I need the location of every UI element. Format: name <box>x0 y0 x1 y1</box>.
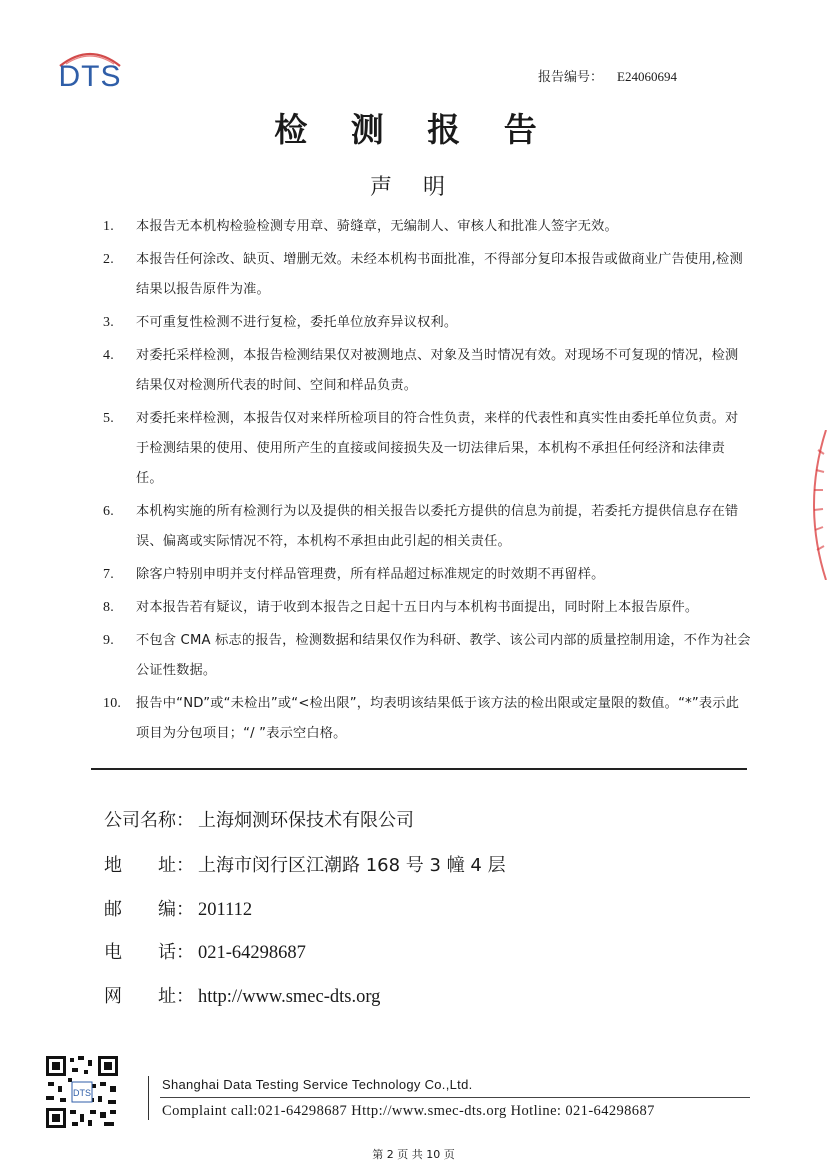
item-number: 5. <box>103 411 114 426</box>
declaration-item <box>103 593 751 623</box>
page-title: 检 测 报 告 <box>274 110 553 149</box>
item-number: 7. <box>103 567 114 582</box>
footer-contact: Complaint call:021-64298687 Http://www.smec-dts.org Hotline: 021-64298687 <box>162 1103 655 1119</box>
item-text: 除客户特别申明并支付样品管理费，所有样品超过标准规定的时效期不再留样。 <box>136 567 605 582</box>
footer-company-name: Shanghai Data Testing Service Technology Co.,Ltd. <box>162 1077 473 1092</box>
declaration-item <box>103 212 751 242</box>
item-number: 9. <box>103 633 114 648</box>
company-name-label: 公司名称： <box>104 810 194 831</box>
qr-code-icon <box>44 1054 120 1130</box>
declaration-item <box>103 308 751 338</box>
item-text: 不可重复性检测不进行复检，委托单位放弃异议权利。 <box>136 315 458 330</box>
declaration-item <box>103 689 751 749</box>
item-number: 4. <box>103 348 114 363</box>
item-number: 1. <box>103 219 114 234</box>
declaration-item <box>103 404 751 494</box>
company-name-row <box>104 806 414 832</box>
company-name-value: 上海炯测环保技术有限公司 <box>198 810 414 831</box>
item-text: 对委托采样检测，本报告检测结果仅对被测地点、对象及当时情况有效。对现场不可复现的情况，检测结果仅对检测所代表的时间、空间和样品负责。 <box>136 348 739 393</box>
website-label: 网 址： <box>104 986 194 1007</box>
declaration-item <box>103 626 751 686</box>
address-row <box>104 851 506 877</box>
footer-rule <box>160 1097 750 1098</box>
page-number: 第 2 页 共 10 页 <box>372 1148 455 1161</box>
item-text: 本报告任何涂改、缺页、增删无效。未经本机构书面批准，不得部分复印本报告或做商业广告使用,检测结果以报告原件为准。 <box>136 252 743 297</box>
website-row <box>104 982 380 1008</box>
address-value: 上海市闵行区江潮路 168 号 3 幢 4 层 <box>198 855 506 876</box>
phone-row <box>104 938 306 964</box>
declaration-list <box>103 212 751 752</box>
item-number: 2. <box>103 252 114 267</box>
item-text: 对本报告若有疑议，请于收到本报告之日起十五日内与本机构书面提出，同时附上本报告原件。 <box>136 600 699 615</box>
footer-vertical-rule <box>148 1076 149 1120</box>
postcode-row <box>104 895 252 921</box>
item-number: 3. <box>103 315 114 330</box>
section-divider <box>91 768 747 770</box>
report-number-value: E24060694 <box>617 69 677 84</box>
item-number: 6. <box>103 504 114 519</box>
qr-logo-text: DTS <box>73 1088 91 1098</box>
declaration-item <box>103 497 751 557</box>
postcode-label: 邮 编： <box>104 899 194 920</box>
declaration-item <box>103 560 751 590</box>
seam-stamp-icon <box>796 430 827 580</box>
report-number-label: 报告编号： <box>538 70 604 85</box>
website-value: http://www.smec-dts.org <box>198 987 381 1007</box>
item-text: 报告中“ND”或“未检出”或“<检出限”，均表明该结果低于该方法的检出限或定量限的数值。“*”表示此项目为分包项目；“/ ”表示空白格。 <box>136 696 740 741</box>
item-text: 不包含 CMA 标志的报告，检测数据和结果仅作为科研、教学、该公司内部的质量控制用途，不作为社会公证性数据。 <box>136 633 751 678</box>
item-number: 10. <box>103 696 122 711</box>
phone-value: 021-64298687 <box>198 943 306 963</box>
phone-label: 电 话： <box>104 942 194 963</box>
declaration-item <box>103 341 751 401</box>
item-text: 本报告无本机构检验检测专用章、骑缝章，无编制人、审核人和批准人签字无效。 <box>136 219 618 234</box>
item-text: 对委托来样检测，本报告仅对来样所检项目的符合性负责，来样的代表性和真实性由委托单位负责。对于检测结果的使用、使用所产生的直接或间接损失及一切法律后果，本机构不承担任何经济和法律责任。 <box>136 411 739 486</box>
postcode-value: 201112 <box>198 900 253 920</box>
company-logo <box>52 44 128 94</box>
declaration-item <box>103 245 751 305</box>
address-label: 地 址： <box>104 855 194 876</box>
section-title: 声 明 <box>370 175 457 200</box>
logo-text: DTS <box>58 60 122 93</box>
item-text: 本机构实施的所有检测行为以及提供的相关报告以委托方提供的信息为前提，若委托方提供信息存在错误、偏离或实际情况不符，本机构不承担由此引起的相关责任。 <box>136 504 739 549</box>
report-number <box>538 66 677 85</box>
item-number: 8. <box>103 600 114 615</box>
